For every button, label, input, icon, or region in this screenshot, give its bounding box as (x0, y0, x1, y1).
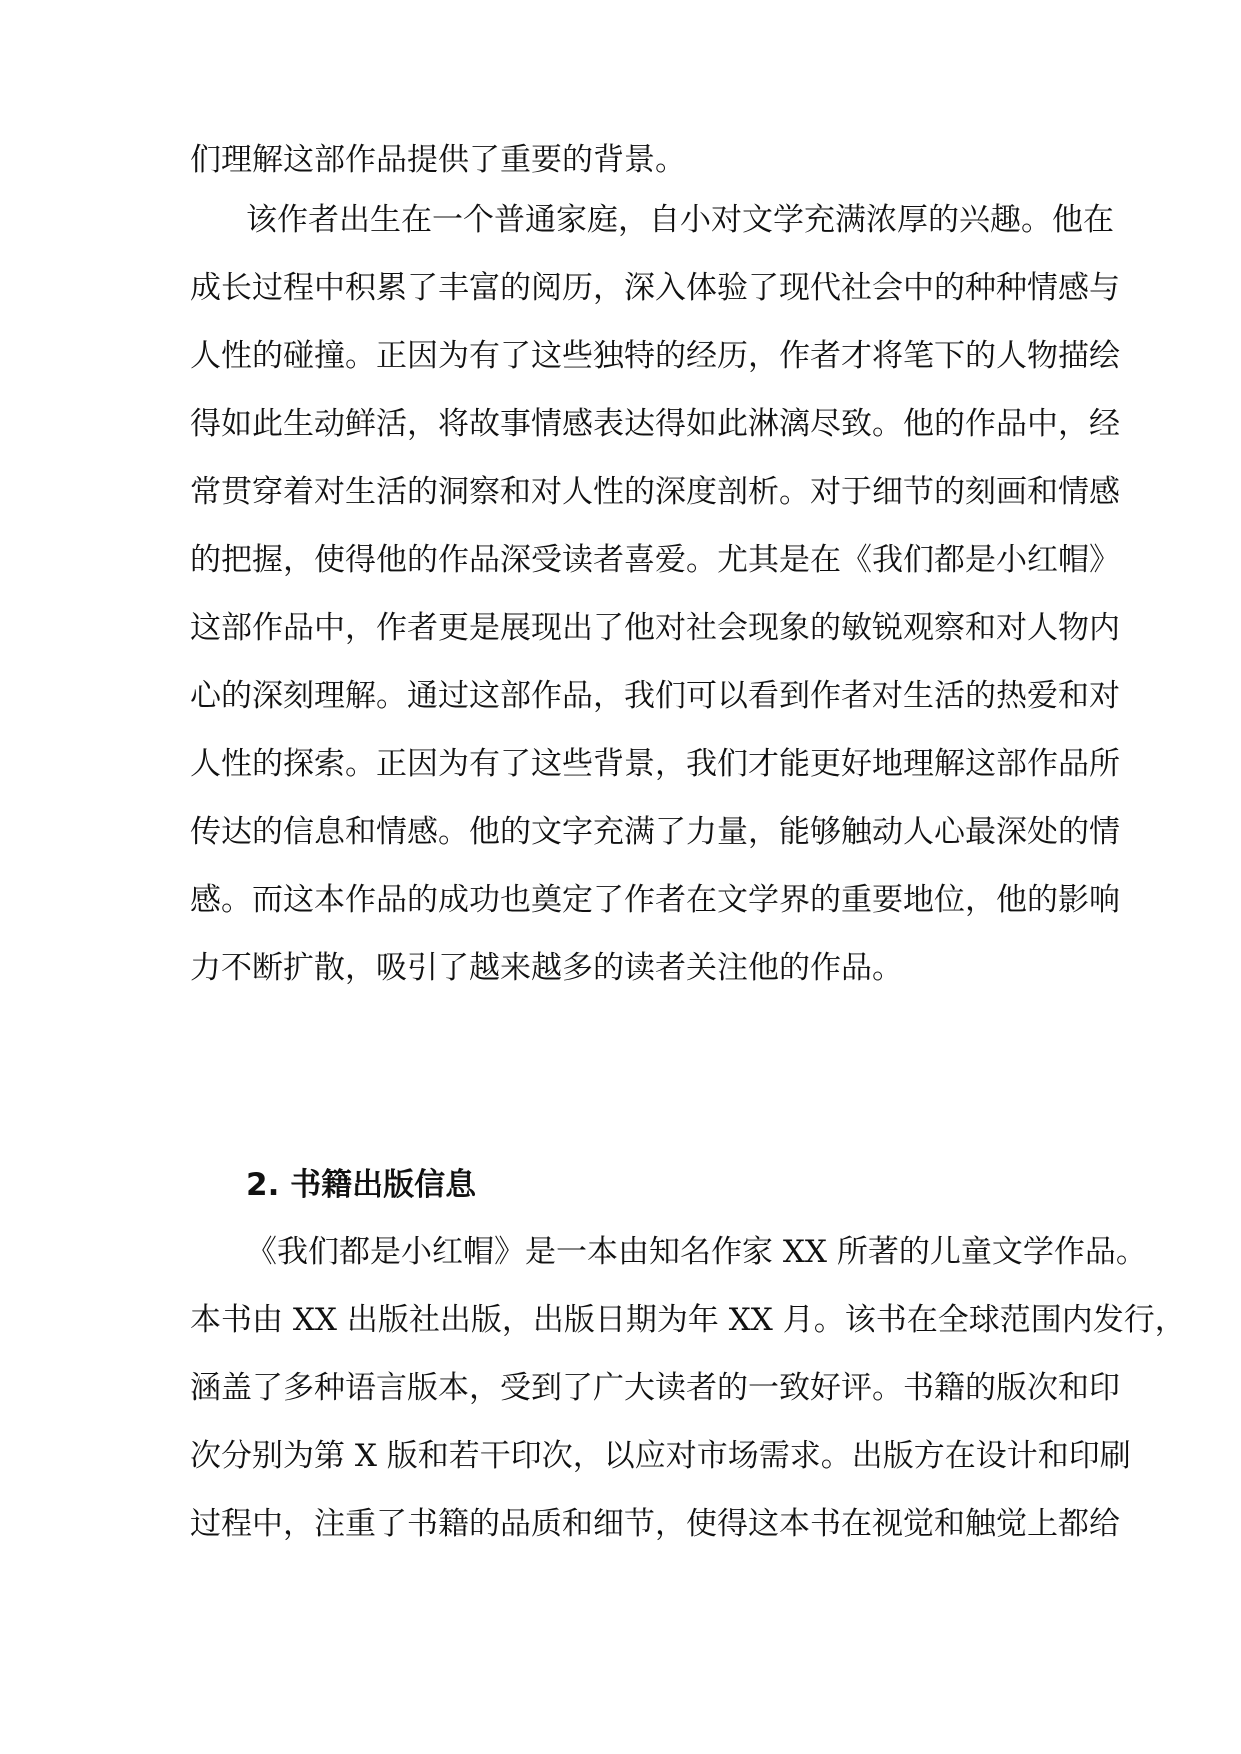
text-line: 次分别为第 X 版和若干印次，以应对市场需求。出版方在设计和印刷 (190, 1438, 1131, 1474)
text-line: 过程中，注重了书籍的品质和细节，使得这本书在视觉和触觉上都给 (190, 1506, 1120, 1542)
text-line: 心的深刻理解。通过这部作品，我们可以看到作者对生活的热爱和对 (190, 678, 1120, 714)
text-line: 人性的碰撞。正因为有了这些独特的经历，作者才将笔下的人物描绘 (190, 338, 1120, 374)
text-line: 涵盖了多种语言版本，受到了广大读者的一致好评。书籍的版次和印 (190, 1370, 1120, 1406)
text-line: 感。而这本作品的成功也奠定了作者在文学界的重要地位，他的影响 (190, 882, 1120, 918)
text-line: 该作者出生在一个普通家庭，自小对文学充满浓厚的兴趣。他在 (246, 202, 1114, 238)
text-line: 的把握，使得他的作品深受读者喜爱。尤其是在《我们都是小红帽》 (190, 542, 1120, 578)
text-line: 得如此生动鲜活，将故事情感表达得如此淋漓尽致。他的作品中，经 (190, 406, 1120, 442)
text-line: 本书由 XX 出版社出版，出版日期为年 XX 月。该书在全球范围内发行， (190, 1302, 1186, 1338)
text-line: 成长过程中积累了丰富的阅历，深入体验了现代社会中的种种情感与 (190, 270, 1120, 306)
text-line: 常贯穿着对生活的洞察和对人性的深度剖析。对于细节的刻画和情感 (190, 474, 1120, 510)
text-line: 人性的探索。正因为有了这些背景，我们才能更好地理解这部作品所 (190, 746, 1120, 782)
section-heading: 2. 书籍出版信息 (246, 1167, 477, 1203)
text-line: 传达的信息和情感。他的文字充满了力量，能够触动人心最深处的情 (190, 814, 1120, 850)
text-line: 们理解这部作品提供了重要的背景。 (190, 142, 686, 178)
text-line: 力不断扩散，吸引了越来越多的读者关注他的作品。 (190, 950, 903, 986)
text-line: 《我们都是小红帽》是一本由知名作家 XX 所著的儿童文学作品。 (246, 1234, 1147, 1270)
text-line: 这部作品中，作者更是展现出了他对社会现象的敏锐观察和对人物内 (190, 610, 1120, 646)
